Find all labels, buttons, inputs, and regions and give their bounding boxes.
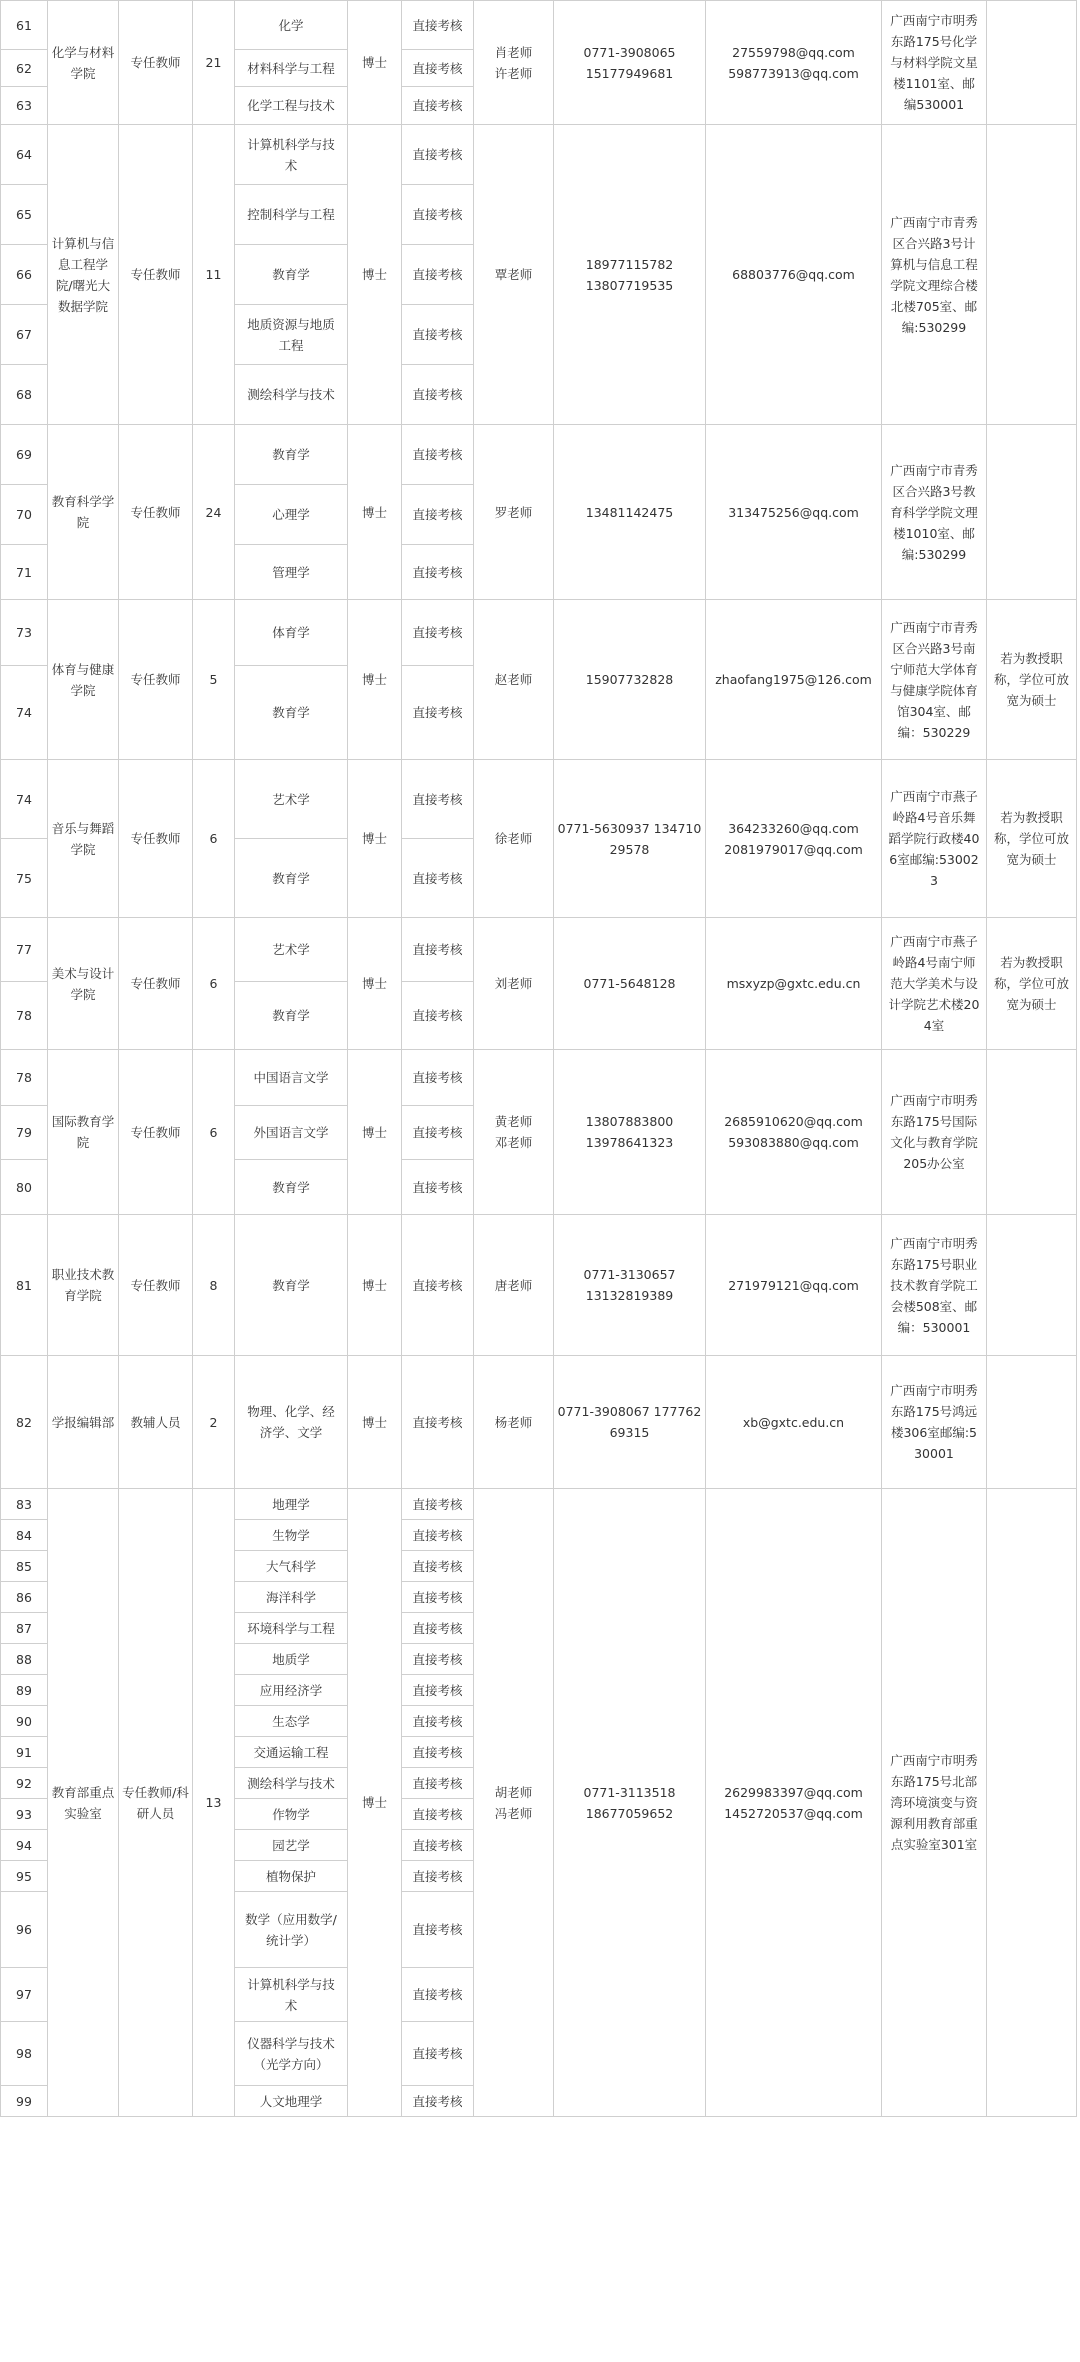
specialty: 艺术学 [235, 760, 348, 839]
row-number: 82 [1, 1356, 48, 1489]
unit-name: 音乐与舞蹈学院 [48, 760, 119, 918]
assessment-method: 直接考核 [402, 305, 474, 365]
unit-name: 国际教育学院 [48, 1050, 119, 1215]
assessment-method: 直接考核 [402, 485, 474, 545]
contact-phone: 0771-5630937 13471029578 [554, 760, 706, 918]
table-row [1, 1215, 1077, 1356]
headcount: 24 [193, 425, 235, 600]
specialty: 体育学 [235, 600, 348, 666]
contact-email: 2685910620@qq.com 593083880@qq.com [706, 1050, 882, 1215]
row-number: 64 [1, 125, 48, 185]
specialty: 植物保护 [235, 1861, 348, 1892]
row-number: 66 [1, 245, 48, 305]
row-number: 68 [1, 365, 48, 425]
assessment-method: 直接考核 [402, 1050, 474, 1106]
unit-name: 教育科学学院 [48, 425, 119, 600]
row-number: 78 [1, 1050, 48, 1106]
specialty: 仪器科学与技术（光学方向） [235, 2022, 348, 2086]
mailing-address: 广西南宁市青秀区合兴路3号南宁师范大学体育与健康学院体育馆304室、邮编：530229 [882, 600, 987, 760]
remarks [987, 1, 1077, 125]
contact-person: 黄老师 邓老师 [474, 1050, 554, 1215]
assessment-method: 直接考核 [402, 918, 474, 982]
contact-person: 罗老师 [474, 425, 554, 600]
contact-person: 赵老师 [474, 600, 554, 760]
row-number: 97 [1, 1968, 48, 2022]
headcount: 8 [193, 1215, 235, 1356]
mailing-address: 广西南宁市青秀区合兴路3号教育科学学院文理楼1010室、邮编:530299 [882, 425, 987, 600]
remarks [987, 1215, 1077, 1356]
row-number: 61 [1, 1, 48, 50]
row-number: 93 [1, 1799, 48, 1830]
assessment-method: 直接考核 [402, 1830, 474, 1861]
remarks [987, 425, 1077, 600]
specialty: 教育学 [235, 839, 348, 918]
headcount: 2 [193, 1356, 235, 1489]
assessment-method: 直接考核 [402, 125, 474, 185]
specialty: 计算机科学与技术 [235, 125, 348, 185]
table-row [1, 425, 1077, 485]
row-number: 94 [1, 1830, 48, 1861]
unit-name: 化学与材料学院 [48, 1, 119, 125]
unit-name: 教育部重点实验室 [48, 1489, 119, 2117]
table-row [1, 125, 1077, 185]
contact-person: 覃老师 [474, 125, 554, 425]
remarks [987, 125, 1077, 425]
position-type: 专任教师 [119, 918, 193, 1050]
assessment-method: 直接考核 [402, 1768, 474, 1799]
contact-phone: 0771-3113518 18677059652 [554, 1489, 706, 2117]
assessment-method: 直接考核 [402, 50, 474, 87]
position-type: 专任教师 [119, 1215, 193, 1356]
contact-email: 27559798@qq.com 598773913@qq.com [706, 1, 882, 125]
assessment-method: 直接考核 [402, 1613, 474, 1644]
position-type: 专任教师 [119, 125, 193, 425]
specialty: 物理、化学、经济学、文学 [235, 1356, 348, 1489]
specialty: 化学工程与技术 [235, 87, 348, 125]
row-number: 69 [1, 425, 48, 485]
headcount: 6 [193, 918, 235, 1050]
assessment-method: 直接考核 [402, 2022, 474, 2086]
assessment-method: 直接考核 [402, 545, 474, 600]
row-number: 87 [1, 1613, 48, 1644]
row-number: 99 [1, 2086, 48, 2117]
row-number: 71 [1, 545, 48, 600]
unit-name: 体育与健康学院 [48, 600, 119, 760]
specialty: 心理学 [235, 485, 348, 545]
specialty: 中国语言文学 [235, 1050, 348, 1106]
assessment-method: 直接考核 [402, 1861, 474, 1892]
mailing-address: 广西南宁市燕子岭路4号南宁师范大学美术与设计学院艺术楼204室 [882, 918, 987, 1050]
row-number: 83 [1, 1489, 48, 1520]
position-type: 专任教师/科研人员 [119, 1489, 193, 2117]
table-row [1, 1489, 1077, 1520]
mailing-address: 广西南宁市青秀区合兴路3号计算机与信息工程学院文理综合楼北楼705室、邮编:530299 [882, 125, 987, 425]
remarks: 若为教授职称，学位可放宽为硕士 [987, 918, 1077, 1050]
assessment-method: 直接考核 [402, 1489, 474, 1520]
assessment-method: 直接考核 [402, 1160, 474, 1215]
contact-phone: 13481142475 [554, 425, 706, 600]
contact-person: 徐老师 [474, 760, 554, 918]
contact-phone: 0771-5648128 [554, 918, 706, 1050]
unit-name: 职业技术教育学院 [48, 1215, 119, 1356]
mailing-address: 广西南宁市明秀东路175号鸿远楼306室邮编:530001 [882, 1356, 987, 1489]
assessment-method: 直接考核 [402, 1520, 474, 1551]
assessment-method: 直接考核 [402, 1675, 474, 1706]
degree: 博士 [348, 425, 402, 600]
assessment-method: 直接考核 [402, 185, 474, 245]
row-number: 73 [1, 600, 48, 666]
row-number: 85 [1, 1551, 48, 1582]
contact-email: 271979121@qq.com [706, 1215, 882, 1356]
specialty: 材料科学与工程 [235, 50, 348, 87]
degree: 博士 [348, 1356, 402, 1489]
row-number: 75 [1, 839, 48, 918]
unit-name: 美术与设计学院 [48, 918, 119, 1050]
row-number: 80 [1, 1160, 48, 1215]
specialty: 教育学 [235, 245, 348, 305]
assessment-method: 直接考核 [402, 1892, 474, 1968]
specialty: 地质学 [235, 1644, 348, 1675]
specialty: 人文地理学 [235, 2086, 348, 2117]
row-number: 63 [1, 87, 48, 125]
specialty: 生态学 [235, 1706, 348, 1737]
contact-person: 唐老师 [474, 1215, 554, 1356]
degree: 博士 [348, 1050, 402, 1215]
specialty: 作物学 [235, 1799, 348, 1830]
mailing-address: 广西南宁市燕子岭路4号音乐舞蹈学院行政楼406室邮编:530023 [882, 760, 987, 918]
specialty: 教育学 [235, 666, 348, 760]
assessment-method: 直接考核 [402, 1799, 474, 1830]
degree: 博士 [348, 1, 402, 125]
assessment-method: 直接考核 [402, 982, 474, 1050]
degree: 博士 [348, 760, 402, 918]
specialty: 教育学 [235, 982, 348, 1050]
row-number: 91 [1, 1737, 48, 1768]
contact-phone: 18977115782 13807719535 [554, 125, 706, 425]
specialty: 测绘科学与技术 [235, 365, 348, 425]
row-number: 88 [1, 1644, 48, 1675]
assessment-method: 直接考核 [402, 666, 474, 760]
specialty: 控制科学与工程 [235, 185, 348, 245]
position-type: 专任教师 [119, 600, 193, 760]
mailing-address: 广西南宁市明秀东路175号职业技术教育学院工会楼508室、邮编：530001 [882, 1215, 987, 1356]
contact-email: 364233260@qq.com 2081979017@qq.com [706, 760, 882, 918]
assessment-method: 直接考核 [402, 1737, 474, 1768]
row-number: 84 [1, 1520, 48, 1551]
headcount: 6 [193, 1050, 235, 1215]
row-number: 70 [1, 485, 48, 545]
assessment-method: 直接考核 [402, 1968, 474, 2022]
assessment-method: 直接考核 [402, 1215, 474, 1356]
table-row [1, 1, 1077, 50]
assessment-method: 直接考核 [402, 1644, 474, 1675]
degree: 博士 [348, 600, 402, 760]
position-type: 专任教师 [119, 760, 193, 918]
row-number: 77 [1, 918, 48, 982]
assessment-method: 直接考核 [402, 760, 474, 839]
remarks: 若为教授职称，学位可放宽为硕士 [987, 600, 1077, 760]
specialty: 数学（应用数学/统计学） [235, 1892, 348, 1968]
table-row [1, 760, 1077, 839]
row-number: 62 [1, 50, 48, 87]
remarks [987, 1356, 1077, 1489]
row-number: 96 [1, 1892, 48, 1968]
assessment-method: 直接考核 [402, 87, 474, 125]
degree: 博士 [348, 1489, 402, 2117]
contact-phone: 0771-3908065 15177949681 [554, 1, 706, 125]
specialty: 教育学 [235, 1215, 348, 1356]
headcount: 6 [193, 760, 235, 918]
headcount: 21 [193, 1, 235, 125]
contact-phone: 15907732828 [554, 600, 706, 760]
headcount: 5 [193, 600, 235, 760]
row-number: 89 [1, 1675, 48, 1706]
contact-phone: 0771-3908067 17776269315 [554, 1356, 706, 1489]
remarks [987, 1489, 1077, 2117]
assessment-method: 直接考核 [402, 839, 474, 918]
row-number: 74 [1, 760, 48, 839]
row-number: 90 [1, 1706, 48, 1737]
row-number: 95 [1, 1861, 48, 1892]
assessment-method: 直接考核 [402, 1, 474, 50]
contact-person: 肖老师 许老师 [474, 1, 554, 125]
row-number: 92 [1, 1768, 48, 1799]
specialty: 教育学 [235, 425, 348, 485]
unit-name: 学报编辑部 [48, 1356, 119, 1489]
contact-phone: 13807883800 13978641323 [554, 1050, 706, 1215]
table-row [1, 600, 1077, 666]
assessment-method: 直接考核 [402, 1551, 474, 1582]
contact-phone: 0771-3130657 13132819389 [554, 1215, 706, 1356]
specialty: 地理学 [235, 1489, 348, 1520]
headcount: 13 [193, 1489, 235, 2117]
contact-person: 杨老师 [474, 1356, 554, 1489]
specialty: 地质资源与地质工程 [235, 305, 348, 365]
specialty: 园艺学 [235, 1830, 348, 1861]
assessment-method: 直接考核 [402, 365, 474, 425]
contact-person: 刘老师 [474, 918, 554, 1050]
contact-email: 68803776@qq.com [706, 125, 882, 425]
position-type: 专任教师 [119, 1050, 193, 1215]
specialty: 生物学 [235, 1520, 348, 1551]
specialty: 教育学 [235, 1160, 348, 1215]
mailing-address: 广西南宁市明秀东路175号国际文化与教育学院205办公室 [882, 1050, 987, 1215]
specialty: 计算机科学与技术 [235, 1968, 348, 2022]
specialty: 应用经济学 [235, 1675, 348, 1706]
specialty: 管理学 [235, 545, 348, 600]
position-type: 专任教师 [119, 425, 193, 600]
row-number: 79 [1, 1106, 48, 1160]
unit-name: 计算机与信息工程学院/曙光大数据学院 [48, 125, 119, 425]
assessment-method: 直接考核 [402, 1356, 474, 1489]
row-number: 81 [1, 1215, 48, 1356]
specialty: 环境科学与工程 [235, 1613, 348, 1644]
row-number: 78 [1, 982, 48, 1050]
assessment-method: 直接考核 [402, 1106, 474, 1160]
table-row [1, 918, 1077, 982]
assessment-method: 直接考核 [402, 1582, 474, 1613]
row-number: 98 [1, 2022, 48, 2086]
remarks [987, 1050, 1077, 1215]
degree: 博士 [348, 125, 402, 425]
contact-email: zhaofang1975@126.com [706, 600, 882, 760]
specialty: 海洋科学 [235, 1582, 348, 1613]
degree: 博士 [348, 1215, 402, 1356]
contact-email: 313475256@qq.com [706, 425, 882, 600]
table-row [1, 1050, 1077, 1106]
row-number: 74 [1, 666, 48, 760]
headcount: 11 [193, 125, 235, 425]
degree: 博士 [348, 918, 402, 1050]
mailing-address: 广西南宁市明秀东路175号北部湾环境演变与资源利用教育部重点实验室301室 [882, 1489, 987, 2117]
contact-email: msxyzp@gxtc.edu.cn [706, 918, 882, 1050]
row-number: 86 [1, 1582, 48, 1613]
specialty: 艺术学 [235, 918, 348, 982]
specialty: 大气科学 [235, 1551, 348, 1582]
position-type: 专任教师 [119, 1, 193, 125]
assessment-method: 直接考核 [402, 2086, 474, 2117]
specialty: 测绘科学与技术 [235, 1768, 348, 1799]
contact-email: xb@gxtc.edu.cn [706, 1356, 882, 1489]
mailing-address: 广西南宁市明秀东路175号化学与材料学院文星楼1101室、邮编530001 [882, 1, 987, 125]
table-row [1, 1356, 1077, 1489]
row-number: 65 [1, 185, 48, 245]
remarks: 若为教授职称，学位可放宽为硕士 [987, 760, 1077, 918]
assessment-method: 直接考核 [402, 245, 474, 305]
assessment-method: 直接考核 [402, 425, 474, 485]
contact-person: 胡老师 冯老师 [474, 1489, 554, 2117]
assessment-method: 直接考核 [402, 600, 474, 666]
position-type: 教辅人员 [119, 1356, 193, 1489]
contact-email: 2629983397@qq.com 1452720537@qq.com [706, 1489, 882, 2117]
row-number: 67 [1, 305, 48, 365]
specialty: 化学 [235, 1, 348, 50]
specialty: 交通运输工程 [235, 1737, 348, 1768]
assessment-method: 直接考核 [402, 1706, 474, 1737]
specialty: 外国语言文学 [235, 1106, 348, 1160]
